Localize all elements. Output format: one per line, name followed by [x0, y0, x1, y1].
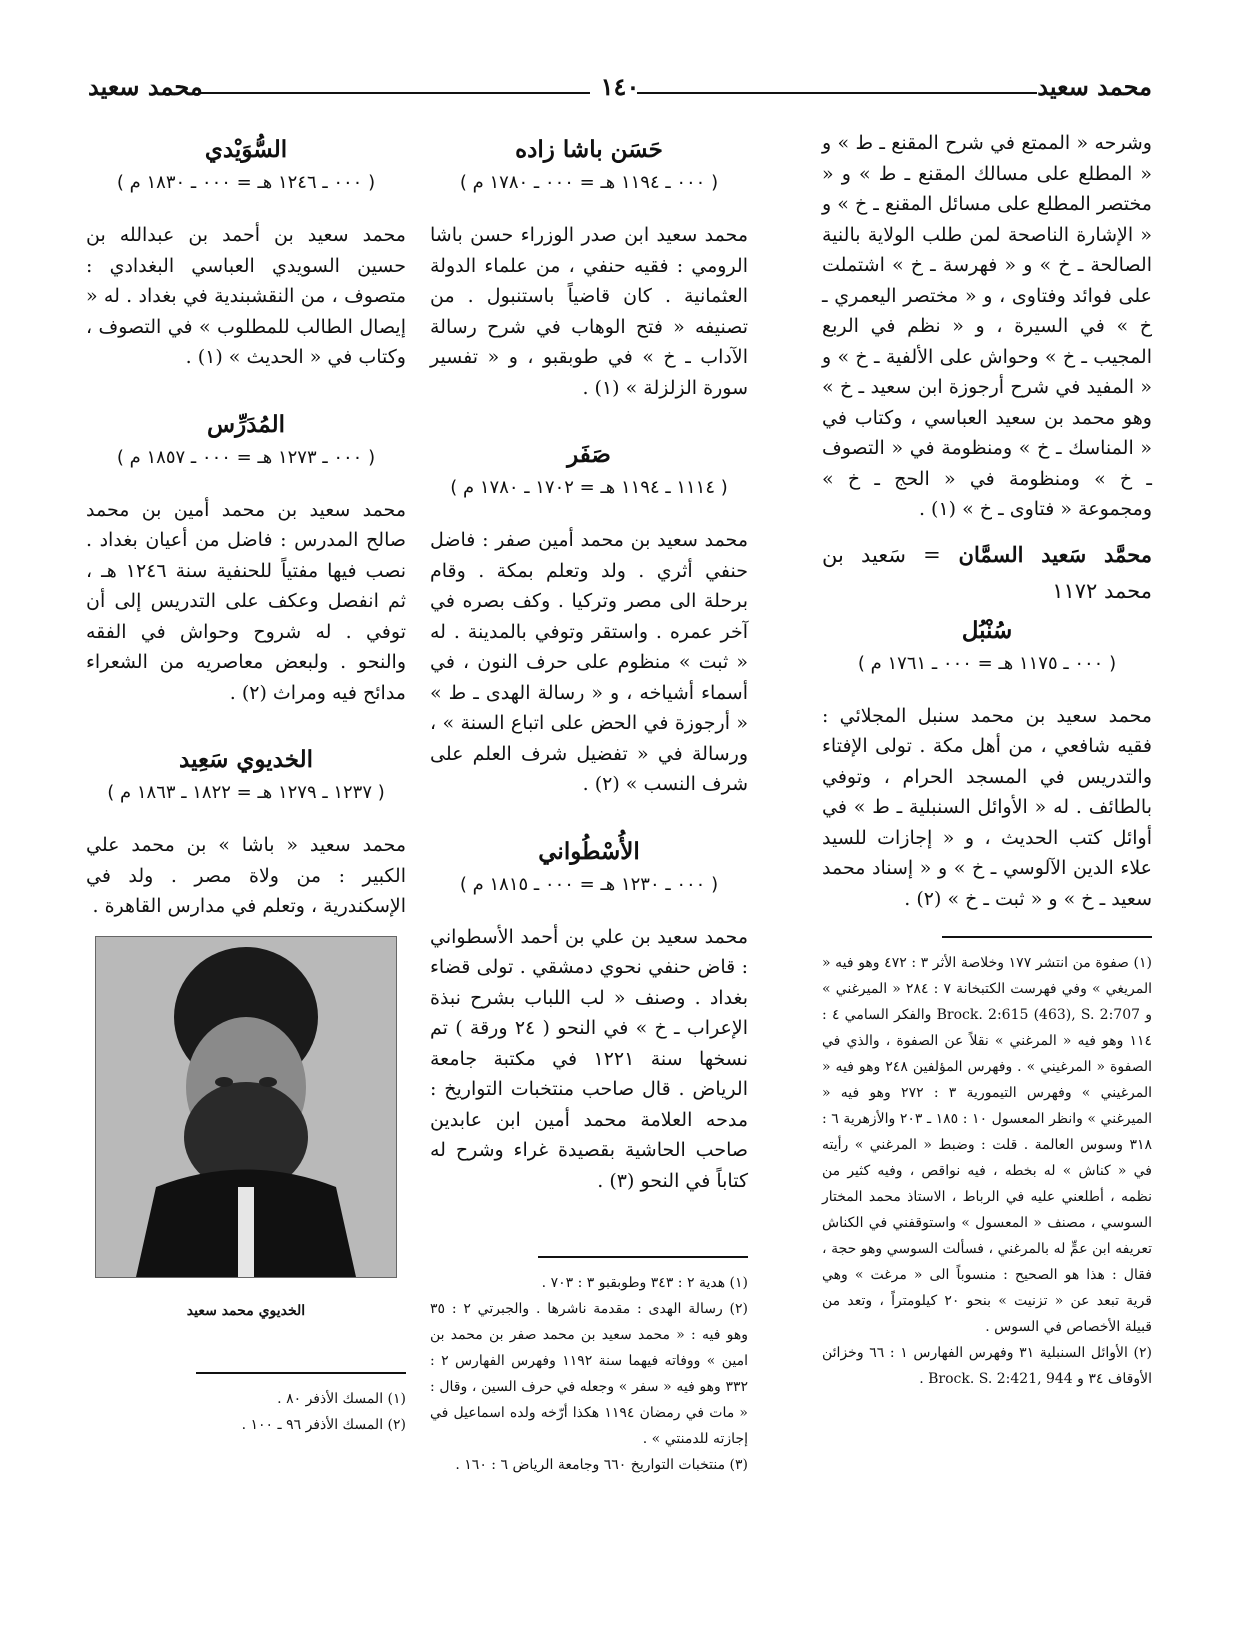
footnotes-left [86, 1386, 406, 1438]
entry-dates: ( ٠٠٠ ـ ١٢٧٣ هـ = ٠٠٠ ـ ١٨٥٧ م ) [116, 446, 376, 468]
portrait-caption: الخديوي محمد سعيد [186, 1302, 306, 1319]
page-header [88, 72, 1152, 112]
entry-continuation [822, 128, 1152, 525]
entry-body-sunbul: محمد سعيد بن محمد سنبل المجلائي : فقيه شافعي ، من أهل مكة . تولى الإفتاء والتدريس في المسجد الحرام ، وتوفي بالطائف . له « الأوائل السنبلية ـ ط » في أوائل كتب الحديث ، و « إجازات للسيد علاء الدين الآلوسي ـ خ » و « إسناد محمد سعيد ـ خ » و « ثبت ـ خ » (٢) . [822, 704, 1152, 910]
entry-body: محمد سعيد ابن صدر الوزراء حسن باشا الرومي : فقيه حنفي ، من علماء الدولة العثمانية . كان قاضياً باستنبول . من تصنيفه « فتح الوهاب في شرح رسالة الآداب ـ خ » في طوبقبو ، و « تفسير سورة الزلزلة » (١) . [430, 224, 748, 399]
footnote-rule [538, 1256, 748, 1258]
entry-body: محمد سعيد بن أحمد بن عبدالله بن حسين السويدي العباسي البغدادي : متصوف ، من النقشبندية في بغداد . له « إيصال الطالب للمطلوب » في التصوف ، وكتاب في « الحديث » (١) . [86, 224, 406, 368]
column-left [86, 128, 406, 1438]
entry-body: محمد سعيد بن محمد أمين بن محمد صالح المدرس : فاضل من أعيان بغداد . نصب فيها مفتياً للحنفية سنة ١٢٤٦ هـ ، ثم انفصل وعكف على التدريس إلى أن توفي . له شروح وحواش في الفقه والنحو . ولبعض معاصريه من الشعراء مدائح فيه ومراث (٢) . [86, 498, 406, 704]
footnote-rule [196, 1372, 406, 1374]
footnote: (١) المسك الأذفر ٨٠ . [277, 1391, 406, 1407]
header-rule-right [637, 92, 1037, 94]
entry-dates: ( ٠٠٠ ـ ١٢٤٦ هـ = ٠٠٠ ـ ١٨٣٠ م ) [116, 172, 376, 193]
footnotes-right [822, 950, 1152, 1392]
entry-heading-khedive-said: الخديوي سَعِيد [179, 746, 313, 773]
running-title-right: محمد سعيد [1037, 72, 1152, 101]
footnote: (٣) منتخبات التواريخ ٦٦٠ وجامعة الرياض ٦ : ١٦٠ . [455, 1457, 748, 1473]
entry-heading-sunbul: سُنْبُل [961, 616, 1013, 644]
footnote: (١) هدية ٢ : ٣٤٣ وطوبقبو ٣ : ٧٠٣ . [541, 1275, 748, 1291]
crossref-entry [822, 537, 1152, 609]
entry-body: محمد سعيد بن محمد أمين صفر : فاضل حنفي أثري . ولد وتعلم بمكة . وقام برحلة الى مصر وتركيا . وكف بصره في آخر عمره . واستقر وتوفي بالمدينة . له « ثبت » منظوم على حرف النون ، في أسماء أشياخه ، و « رسالة الهدى ـ ط » « أرجوزة في الحض على اتباع السنة » ، ورسالة في « تفضيل شرف العلم على شرف النسب » (٢) . [430, 529, 748, 795]
continuation-text: وشرحه « الممتع في شرح المقنع ـ ط » و « المطلع على مسالك المقنع ـ ط » و « مختصر المطلع على مسائل المقنع ـ خ » و « الإشارة الناصحة لمن طلب الولاية بالنية الصالحة ـ خ » و « فهرسة ـ خ » اشتملت على فوائد وفتاوى ، و « مختصر اليعمري ـ خ » في السيرة ، و « نظم في الربع المجيب ـ خ » وحواش على الألفية ـ خ » و « المفيد في شرح أرجوزة ابن سعيد ـ خ » وهو محمد بن سعيد العباسي ، وكتاب في « المناسك ـ خ » ومنظومة في « التصوف ـ خ » ومنظومة في « الحج ـ خ » ومجموعة « فتاوى ـ خ » (١) . [822, 132, 1152, 520]
header-rule-left [198, 92, 590, 94]
footnote: (٢) الأوائل السنبلية ٣١ وفهرس الفهارس ١ : ٦٦ وخزائن الأوقاف ٣٤ و Brock. S. 2:421, 944 . [822, 1345, 1152, 1387]
entry-body: محمد سعيد بن علي بن أحمد الأسطواني : قاض حنفي نحوي دمشقي . تولى قضاء بغداد . وصنف « لب اللباب بشرح نبذة الإعراب ـ خ » في النحو ( ٢٤ ورقة ) تم نسخها سنة ١٢٢١ في مكتبة جامعة الرياض . قال صاحب منتخبات التواريخ : مدحه العلامة محمد أمين ابن عابدين صاحب الحاشية بقصيدة غراء وشرح له كتاباً في النحو (٣) . [430, 925, 749, 1192]
entry-heading-hasan-pasha-zadeh: حَسَن باشا زاده [515, 136, 663, 163]
entry-heading-safar: صَفَر [567, 441, 611, 468]
running-title-left: محمد سعيد [88, 72, 203, 101]
entry-dates: ( ٠٠٠ ـ ١١٩٤ هـ = ٠٠٠ ـ ١٧٨٠ م ) [459, 172, 719, 193]
entry-heading-mudarris: المُدَرِّس [207, 410, 285, 438]
column-right [822, 128, 1152, 1392]
footnote: (١) صفوة من انتشر ١٧٧ وخلاصة الأثر ٣ : ٤٧٢ وهو فيه « المريغي » وفي فهرست الكتبخانة ٧ : ٢٨٤ « الميرغني » و Brock. 2:615 (463), S. 2:707 والفكر السامي ٤ : ١١٤ وهو فيه « المرغني » نقلاً عن الصفوة ، والذي في الصفوة « المرغيني » . وفهرس المؤلفين ٢٤٨ وهو فيه « المرغيني » وفهرس التيمورية ٣ : ٢٧٢ وهو فيه « الميرغني » وانظر المعسول ١٠ : ١٨٥ ـ ٢٠٣ والأزهرية ٦ : ٣١٨ وسوس العالمة . قلت : وضبط « المرغني » رأيته في « كناش » له بخطه ، فيه نواقص ، وفيه كثير من نظمه ، أطلعني عليه في الرباط ، الاستاذ محمد المختار السوسي ، مصنف « المعسول » واستوقفني في الكناش تعريفه ابن عمٍّ له بالمرغني ، فسألت السوسي وهو حجة ، فقال : هذا هو الصحيح : منسوباً الى « مرغت » وهي قرية تبعد عن « تزنيت » بنحو ٢٠ كيلومتراً ، وتعد من قبيلة الأخصاص في السوس . [822, 955, 1153, 1335]
page-number: ١٤٠ [600, 72, 640, 101]
entry-dates-sunbul: ( ٠٠٠ ـ ١١٧٥ هـ = ٠٠٠ ـ ١٧٦١ م ) [857, 652, 1117, 674]
entry-dates: ( ٠٠٠ ـ ١٢٣٠ هـ = ٠٠٠ ـ ١٨١٥ م ) [459, 873, 719, 895]
entry-body: محمد سعيد « باشا » بن محمد علي الكبير : من ولاة مصر . ولد في الإسكندرية ، وتعلم في مدارس القاهرة . [86, 834, 406, 917]
entry-dates: ( ١١١٤ ـ ١١٩٤ هـ = ١٧٠٢ ـ ١٧٨٠ م ) [450, 477, 728, 498]
entry-heading-suwaidi: السُّوَيْدي [204, 136, 288, 163]
khedive-portrait-image [95, 936, 397, 1278]
footnotes-middle [430, 1270, 748, 1478]
footnote: (٢) رسالة الهدى : مقدمة ناشرها . والجبرتي ٢ : ٣٥ وهو فيه : « محمد سعيد بن محمد صفر بن محمد بن امين » ووفاته فيهما سنة ١١٩٢ وفهرس الفهارس ٢ : ٣٣٢ وهو فيه « سفر » وجعله في حرف السين ، وقال : « مات في رمضان ١١٩٤ هكذا أرّخه ولده اسماعيل في إجازته للدمنتي » . [430, 1301, 748, 1447]
column-middle [430, 128, 748, 1478]
entry-dates: ( ١٢٣٧ ـ ١٢٧٩ هـ = ١٨٢٢ ـ ١٨٦٣ م ) [107, 782, 385, 803]
entry-heading-ustuwani: الأُسْطُواني [538, 837, 640, 865]
footnote-rule [942, 936, 1152, 938]
crossref-name: محمَّد سَعيد السمَّان [958, 541, 1153, 567]
footnote: (٢) المسك الأذفر ٩٦ ـ ١٠٠ . [241, 1417, 406, 1433]
portrait-illustration [96, 937, 396, 1277]
crossref-target: = سَعيد بن محمد ١١٧٢ [822, 542, 1152, 603]
